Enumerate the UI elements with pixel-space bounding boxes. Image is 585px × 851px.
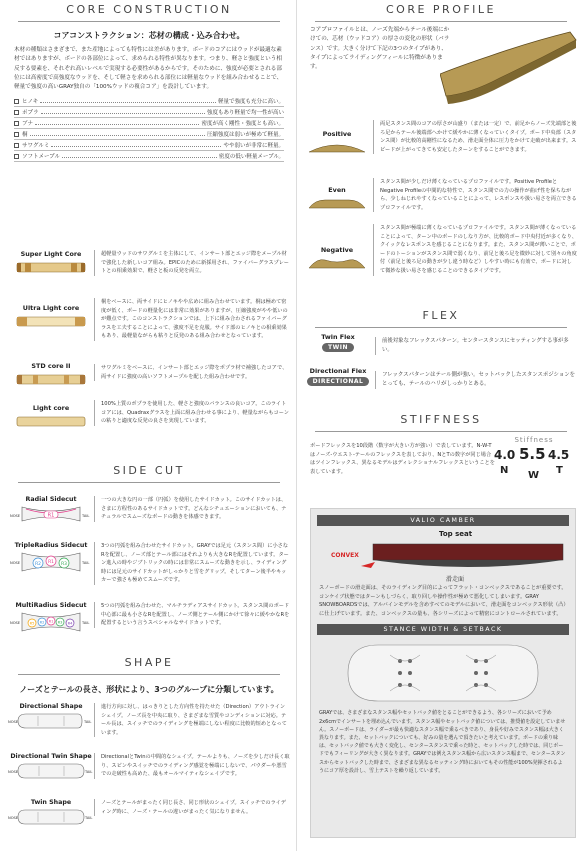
flex-section <box>305 308 577 324</box>
profile-text: スタンス間が少しだけ薄くなっているプロファイルです。Positive ProfileとNegative Profileの中間的な特性で、スタンス間での力の操作が曲げ性を保ちながら、少しねじれやすくなっていることによって、レスポンスや扱い易さを両立できるプロファイルです。 <box>373 178 577 212</box>
nose-label: NOSE <box>8 816 19 820</box>
stiffness-text: ボードフレックスを10段階（数字が大きい方が強い）で表しています。N-W-Tはノーズ-ウエスト-テールのフレックスを表しており、NとTの数字が同じ場合はツインフレックス、異なるモデルはディレクショナルフレックスということを表しています。 <box>310 443 495 475</box>
side-cut-title: SIDE CUT <box>8 463 290 479</box>
shape-diagram-icon <box>8 710 94 732</box>
tail-label: TAIL <box>82 621 90 625</box>
base-label: 滑走面 <box>446 576 465 583</box>
profile-diagram-icon <box>307 254 367 272</box>
core-construction-title: CORE CONSTRUCTION <box>8 2 290 18</box>
sidecut-mark: R5 <box>29 621 35 626</box>
shape-text: ノーズとテールがまったく同じ長さ、同じ形状のシェイプ。スイッチでのライディング時に、ノーズ・テールの違いがまったく気になりません。 <box>94 799 290 816</box>
wood-row <box>14 140 284 151</box>
profile-name: Even <box>328 186 346 194</box>
wood-desc: 軽量で強度も充分に高い。 <box>217 99 284 106</box>
wood-name: ソフトメープル <box>22 154 60 161</box>
tail-label: TAIL <box>82 514 90 518</box>
stiffness-display <box>494 436 574 486</box>
sidecut-mark: R2 <box>35 562 41 567</box>
sidecut-mark: R1 <box>48 619 54 624</box>
flex-title: FLEX <box>305 308 577 324</box>
core-item-ultra-light <box>8 298 290 360</box>
stance-title: STANCE WIDTH & SETBACK <box>317 624 569 635</box>
side-cut-list <box>8 496 290 646</box>
wood-desc: 密度の低い軽量メープル。 <box>218 154 284 161</box>
core-name: STD core II <box>31 362 71 370</box>
core-diagram-icon <box>13 370 89 390</box>
stiffness-n-letter: N <box>500 465 509 476</box>
shape-item-directional <box>8 703 290 749</box>
info-box <box>310 508 576 838</box>
shape-name: Twin Shape <box>30 799 72 806</box>
profile-item-negative <box>305 224 577 308</box>
shape-item-twin <box>8 799 290 839</box>
profile-list <box>305 120 577 308</box>
wood-list <box>8 96 290 162</box>
core-name: Super Light Core <box>20 250 82 258</box>
flex-text: 前後対象なフレックスパターン。センタースタンスにセッティングする事が多い。 <box>375 337 577 355</box>
stiffness-w-value: 5.5 <box>519 445 546 463</box>
core-text: 超軽量ウッドのサワグルミを主体にして、インサート部とエッジ際をメープル材で強化した新しいコア組み。EPICのために新採用され、ファイバーグラスプレートとの相乗効果で、軽さと板の反発を両立。 <box>94 250 290 276</box>
stiffness-t-value: 4.5 <box>548 448 570 462</box>
core-profile-section <box>305 2 577 18</box>
shape-subtitle: ノーズとテールの長さ、形状により、3つのグループに分類しています。 <box>19 685 279 694</box>
sidecut-mark: R4 <box>67 621 73 626</box>
sidecut-name: TripleRadius Sidecut <box>14 542 88 549</box>
flex-list <box>305 333 577 403</box>
shape-text: DirectionalとTwinの中間的なシェイプ。テールよりも、ノーズを少しだけ長く取り、スピンやスイッチでのライディング感覚を極端にしないで、パウダーや悪雪での走破性も高めた、最もオールマイティなシェイプです。 <box>94 753 290 779</box>
stance-inserts-diagram-icon <box>338 641 548 705</box>
nose-label: NOSE <box>8 720 19 724</box>
sidecut-mark: R1 <box>47 512 55 519</box>
flex-name: Twin Flex <box>321 333 355 341</box>
core-profile-title: CORE PROFILE <box>305 2 577 18</box>
wood-name: 桐 <box>22 132 28 139</box>
core-name: Light core <box>32 404 70 412</box>
sidecut-item-multi <box>8 602 290 644</box>
sidecut-name: Radial Sidecut <box>25 496 77 503</box>
nose-label: NOSE <box>10 514 21 518</box>
core-diagram-icon <box>13 258 89 278</box>
core-text: 桐をベースに、両サイドにヒノキやや広めに組み合わせています。桐は極めて密度が低く、ボードの軽量化には非常に効果がありますが、圧縮強度がやや低いのが難点です。このコンストラクションでは、上下に組み合わされるファイバーグラスを工夫することによって、強度不足を克服。サイド部のヒノキとの相乗効果もあり、最軽量ながらも粘りと反発のある組み合わせとなっています。 <box>94 298 290 341</box>
stiffness-section <box>305 412 577 428</box>
nose-label: NOSE <box>10 621 21 625</box>
profile-text: スタンス間が極端に薄くなっているプロファイルです。スタンス間が薄くなっていることによって、ターン中のボードのしなり方が、比較的ボード中央付近が多くなり、クイックなレスポンスを感じることになります。また、スタンス間が薄いことで、ボードのトーションがスタンス間で弱くなり、前足と後ろ足を微妙に対して別々の角度付（前足と後ろ足の動きが少し違う時など）しやすい時にも有効で、ボードに対して微妙な扱い易さを感じることのできるタイプです。 <box>373 224 577 276</box>
profile-name: Negative <box>320 246 354 254</box>
sidecut-mark: R3 <box>61 562 67 567</box>
valio-text: スノーボードの滑走面は、そのライディング目的によってフラット・コンベックスであることが重要です。コンケイブ状態ではターンもしづらく、取り回しや操作性が極めて悪化してしまいます。GRAY SNOWBOARDSでは、アルバインモデルを含めすべてのモデルにおいて、滑走面をコンベックス形状（凸）に仕上げています。また、コンベックスの量も、各シリーズによって精密にコントロールされています。 <box>319 585 567 617</box>
profile-diagram-icon <box>307 194 367 212</box>
sidecut-text: 一つの大きな円の一部（円弧）を使用したサイドカット。このサイドカットは、さまに方程性のあるサイドカットです。どんなシチュエーションにおいても、ナチュラルでスムーズなボードの動きを体感できます。 <box>94 496 290 522</box>
wood-row <box>14 96 284 107</box>
checkbox-icon <box>14 143 19 148</box>
flex-badge: TWIN <box>322 343 354 352</box>
sidecut-diagram-icon <box>8 609 94 635</box>
tail-label: TAIL <box>85 816 93 820</box>
core-list <box>8 250 290 440</box>
core-item-std <box>8 362 290 392</box>
top-seat-label: Top seat <box>439 530 473 538</box>
shape-text: 進行方向に対し、はっきりとした方向性を持たせた（Direction）アウトラインシェイプ。ノーズ長を中央に取り、さまざまな雪質やコンディションに対応。テール長は、スイッチでのライディングを極端にしない程度に比較的短めとなっています。 <box>94 703 290 737</box>
checkbox-icon <box>14 99 19 104</box>
wood-desc: 圧縮強度は弱いが極めて軽量。 <box>206 132 284 139</box>
shape-name: Directional Shape <box>19 703 83 710</box>
wood-row <box>14 107 284 118</box>
sidecut-item-triple <box>8 542 290 594</box>
core-name: Ultra Light core <box>22 304 80 312</box>
shape-diagram-icon <box>8 806 94 828</box>
sidecut-mark: R2 <box>39 620 45 625</box>
sidecut-diagram-icon <box>8 503 94 525</box>
core-text: 100%上質のポプラを使用した、軽さと強度のバランスの良いコア。このライトコアには、Quadraxグラスを上面に組み合わせる事により、軽量ながらもコーンの粘りと適度な反発の良さを実現しています。 <box>94 400 290 426</box>
core-construction-subtitle: コアコンストラクション：芯材の構成・込み合わせ。 <box>53 31 245 40</box>
flex-item-directional <box>305 367 577 399</box>
column-divider <box>296 0 297 851</box>
convex-label: CONVEX <box>331 552 359 559</box>
sidecut-item-radial <box>8 496 290 536</box>
side-cut-section <box>8 463 290 479</box>
wood-name: ポプラ <box>22 110 39 117</box>
profile-text: 両足スタンス間のコアの厚さが山盛り（または一定）で、前足からノーズ先端部と後ろ足からテール後端部へかけて緩やかに薄くなっていくタイプ。ボード中央部（スタンス間）が比較的高剛性になるため、滑走面全体に圧力をかけて走破が出来ます。スピードが上がってきても安定したターンをすることができます。 <box>373 120 577 154</box>
nose-label: NOSE <box>10 561 21 565</box>
wood-name: ブナ <box>22 121 34 128</box>
sidecut-mark: R3 <box>57 620 63 625</box>
stance-text: GRAYでは、さまざまなスタンス幅やセットバック値をとることができるよう、各シリーズにおいて予め2x6cmでインサートを埋め込んでいます。スタンス幅やセットバック値については、推奨値を設定していません。スノーボードは、ライダーが最も快適なスタンス幅で乗るべきであり、身長や好みでスタンス幅は大きく異なります。また、セットバックについても、好みの量を選んで頂きたいと考えています。ボードの乗り味は、セットバック値でも大きく変化し、センタースタンスで乗った時と、セットバックした時では、同じボードでもフィーリングが大きく異なります。GRAYでは例えスタンス幅から広いスタンス幅まで、センタースタンスからセットバックした時まで、さまざまな異なるセッティング時においてもその性能が100%発揮されるようにコア厚を設計し、雪上テストを繰り返しています。 <box>319 710 566 774</box>
wood-row <box>14 118 284 129</box>
valio-diagram <box>311 526 575 584</box>
checkbox-icon <box>14 132 19 137</box>
sidecut-diagram-icon <box>8 549 94 575</box>
tail-label: TAIL <box>82 561 90 565</box>
sidecut-mark: R1 <box>48 560 54 565</box>
wood-name: ヒノキ <box>22 99 39 106</box>
wood-row <box>14 129 284 140</box>
sidecut-text: 5つの円弧を組み合わせた、マルチラディアスサイドカット。スタンス間のボード中心部に最も小さなRを配置し、ノーズ側とテール側にかけて徐々に緩やかなRを配置するという言うスペシャルなサイドカットです。 <box>94 602 290 628</box>
checkbox-icon <box>14 154 19 159</box>
core-construction-intro: 木材の種類はさまざまで、また産地によっても特性には差があります。ボードのコアにはウッドが最適な素材ではありますが、ボードの各部位によって、求められる特性が異なります。つまり、軽さと強度という相反する要素を、それぞれ高いレベルで実現する必要性があるからです。そのために、強度が必要とされる部位には高密度で高強度なウッドを、そして軽さを求められる部位には軽量なウッドを組み合わせることで、軽量で強度の高いGRAY独自の「100%ウッドの複合コア」を設計しています。 <box>14 47 283 91</box>
shape-title: SHAPE <box>8 655 290 671</box>
core-diagram-icon <box>13 312 89 332</box>
flex-text: フレックスパターンはテール側が強い。セットバックしたスタンスポジションをとっても、テールのハリがしっかりとある。 <box>375 371 577 389</box>
flex-badge: DIRECTIONAL <box>307 377 370 386</box>
sidecut-name: MultiRadius Sidecut <box>15 602 87 609</box>
stiffness-n-value: 4.0 <box>494 448 516 462</box>
nose-label: NOSE <box>8 770 19 774</box>
tail-label: TAIL <box>85 770 93 774</box>
stiffness-t-letter: T <box>556 465 563 476</box>
core-item-super-light <box>8 250 290 298</box>
profile-name: Positive <box>322 130 352 138</box>
core-profile-illustration <box>440 26 580 116</box>
shape-list <box>8 703 290 848</box>
shape-name: Directional Twin Shape <box>10 753 92 760</box>
left-column <box>8 0 290 162</box>
wood-name: サワグルミ <box>22 143 50 150</box>
wood-desc: 強度もあり軽量で均一性が高い <box>206 110 284 117</box>
sidecut-text: 3つの円弧を組み合わせたサイドカット。GRAYでは足元（スタンス間）に小さなRを配置し、ノーズ部とテール部にはそれよりも大きなRを配置しています。ターン進入の時やジブトリックの時には非常にスムーズな動きを示し、ライディング時には足元のサイドカットがしっかりと雪をグリップ。そしてターン後半やキッカーで強さも極めてスムーズです。 <box>94 542 290 585</box>
shape-section <box>8 655 290 695</box>
shape-item-directional-twin <box>8 753 290 795</box>
checkbox-icon <box>14 110 19 115</box>
stiffness-label: Stiffness <box>514 436 554 444</box>
tail-label: TAIL <box>84 720 92 724</box>
profile-item-positive <box>305 120 577 180</box>
stiffness-w-letter: W <box>528 470 540 481</box>
core-text: サワグルミをベースに、インサート部とエッジ際をポプラ材で補強したコアで、両サイドに強度の高いソフトメープルを配した組み合わせです。 <box>94 364 290 381</box>
checkbox-icon <box>14 121 19 126</box>
core-diagram-icon <box>13 412 89 432</box>
wood-row <box>14 151 284 162</box>
core-profile-intro: コアプロファイルとは、ノーズ先端からテール後端にかけての、芯材（ウッドコア）の厚さの変化の形状（バランス）です。大きく分けて下記の3つのタイプがあり、タイプによってライディングフィールに特徴があります。 <box>310 27 450 71</box>
stiffness-title: STIFFNESS <box>305 412 577 428</box>
valio-title: VALIO CAMBER <box>317 515 569 526</box>
core-item-light <box>8 400 290 438</box>
shape-diagram-icon <box>8 760 94 782</box>
profile-diagram-icon <box>307 138 367 156</box>
wood-desc: やや弱いが非常に軽量。 <box>223 143 284 150</box>
flex-name: Directional Flex <box>309 367 367 375</box>
wood-desc: 密度が高く剛性・強度とも高い。 <box>201 121 284 128</box>
flex-item-twin <box>305 333 577 365</box>
